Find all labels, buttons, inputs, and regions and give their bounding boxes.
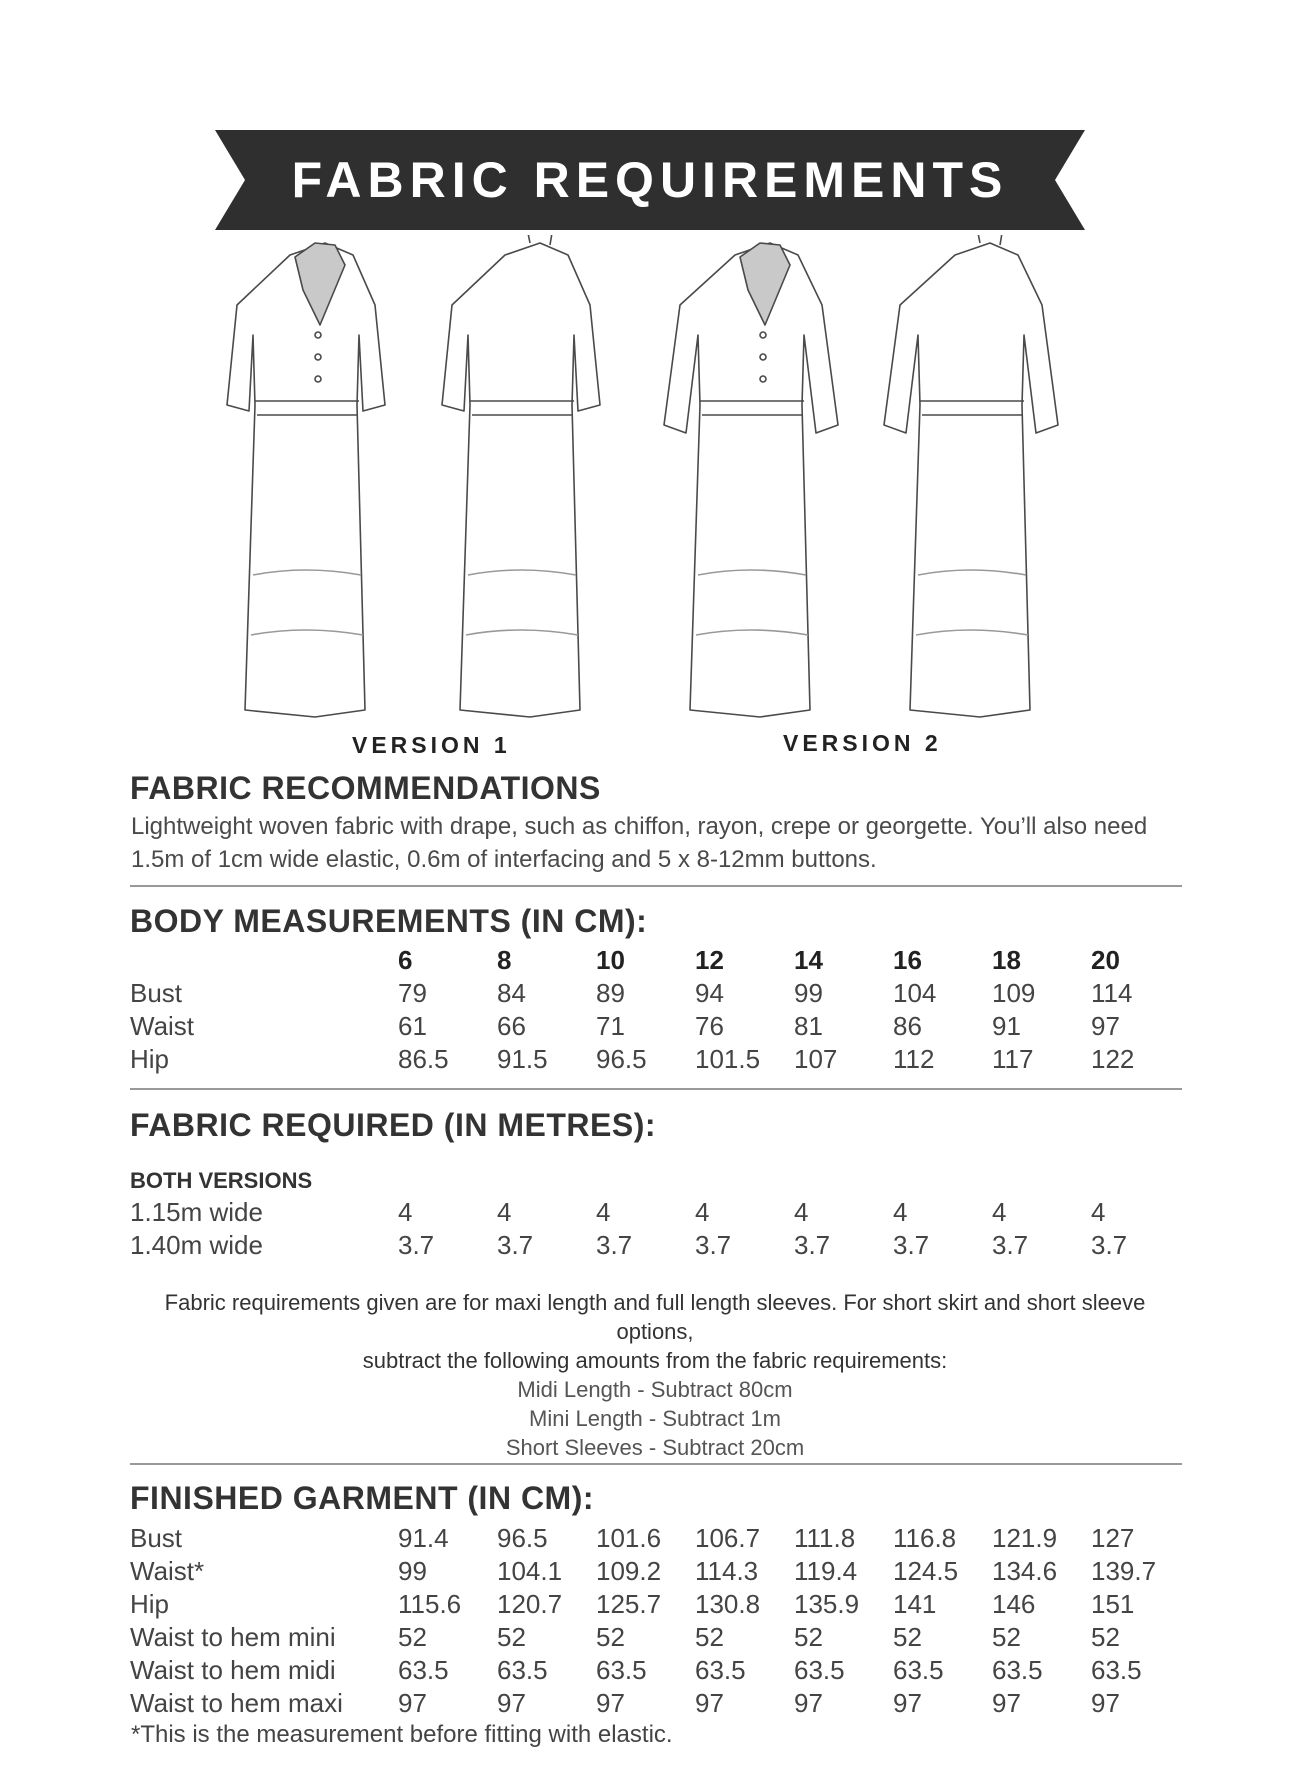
table-cell: 97 bbox=[992, 1688, 1021, 1718]
row-label: Hip bbox=[130, 1044, 170, 1074]
size-header-row bbox=[130, 944, 1190, 977]
divider bbox=[130, 1463, 1182, 1465]
table-cell: 63.5 bbox=[596, 1655, 647, 1685]
table-cell: 4 bbox=[1091, 1197, 1106, 1227]
table-row bbox=[130, 1555, 1190, 1588]
table-cell: 86 bbox=[893, 1011, 922, 1041]
dress-version1-front bbox=[227, 243, 385, 717]
row-label: Bust bbox=[130, 978, 183, 1008]
table-cell: 4 bbox=[992, 1197, 1007, 1227]
table-cell: 115.6 bbox=[398, 1589, 462, 1619]
note-line: Fabric requirements given are for maxi length and full length sleeves. For short skirt and short sleeve options, bbox=[164, 1290, 1146, 1344]
row-label: 1.15m wide bbox=[130, 1197, 263, 1227]
dress-illustrations bbox=[210, 235, 1090, 735]
table-cell: 76 bbox=[695, 1011, 724, 1041]
note-line: Short Sleeves - Subtract 20cm bbox=[505, 1435, 805, 1460]
table-cell: 97 bbox=[893, 1688, 922, 1718]
table-cell: 122 bbox=[1091, 1044, 1135, 1074]
recommendations-line-2: 1.5m of 1cm wide elastic, 0.6m of interfacing and 5 x 8-12mm buttons. bbox=[131, 846, 877, 873]
table-cell: 151 bbox=[1091, 1589, 1135, 1619]
row-label: 1.40m wide bbox=[130, 1230, 263, 1260]
table-cell: 97 bbox=[695, 1688, 724, 1718]
table-cell: 96.5 bbox=[497, 1523, 548, 1553]
table-cell: 141 bbox=[893, 1589, 937, 1619]
table-cell: 63.5 bbox=[1091, 1655, 1142, 1685]
table-cell: 97 bbox=[794, 1688, 823, 1718]
table-cell: 91 bbox=[992, 1011, 1021, 1041]
size-header: 8 bbox=[497, 945, 512, 975]
table-cell: 66 bbox=[497, 1011, 526, 1041]
table-cell: 52 bbox=[794, 1622, 823, 1652]
table-cell: 4 bbox=[497, 1197, 512, 1227]
table-cell: 114 bbox=[1091, 978, 1133, 1008]
table-cell: 104 bbox=[893, 978, 937, 1008]
fabric-required-heading: FABRIC REQUIRED (IN METRES): bbox=[130, 1107, 656, 1143]
table-cell: 63.5 bbox=[794, 1655, 845, 1685]
table-cell: 119.4 bbox=[794, 1556, 858, 1586]
title-banner bbox=[215, 130, 1085, 230]
finished-garment-table bbox=[130, 1522, 1190, 1720]
table-cell: 3.7 bbox=[794, 1230, 831, 1260]
size-header: 20 bbox=[1091, 945, 1120, 975]
table-cell: 97 bbox=[1091, 1011, 1120, 1041]
table-cell: 52 bbox=[893, 1622, 922, 1652]
table-cell: 104.1 bbox=[497, 1556, 563, 1586]
finished-garment-heading: FINISHED GARMENT (IN CM): bbox=[130, 1480, 595, 1516]
table-cell: 3.7 bbox=[398, 1230, 435, 1260]
table-cell: 109.2 bbox=[596, 1556, 662, 1586]
row-label: Waist to hem maxi bbox=[130, 1688, 343, 1718]
page-title: FABRIC REQUIREMENTS bbox=[291, 152, 1009, 208]
size-header: 12 bbox=[695, 945, 724, 975]
table-cell: 91.4 bbox=[398, 1523, 449, 1553]
note-line: Mini Length - Subtract 1m bbox=[529, 1406, 781, 1431]
table-cell: 89 bbox=[596, 978, 625, 1008]
table-cell: 63.5 bbox=[893, 1655, 944, 1685]
table-cell: 121.9 bbox=[992, 1523, 1058, 1553]
table-cell: 116.8 bbox=[893, 1523, 957, 1553]
table-cell: 3.7 bbox=[1091, 1230, 1128, 1260]
table-cell: 112 bbox=[893, 1044, 935, 1074]
table-cell: 127 bbox=[1091, 1523, 1135, 1553]
table-cell: 52 bbox=[992, 1622, 1021, 1652]
table-cell: 130.8 bbox=[695, 1589, 761, 1619]
table-cell: 4 bbox=[794, 1197, 809, 1227]
body-measurements-table bbox=[130, 944, 1190, 1076]
table-cell: 71 bbox=[596, 1011, 625, 1041]
table-cell: 3.7 bbox=[695, 1230, 732, 1260]
table-row bbox=[130, 1043, 1190, 1076]
table-cell: 63.5 bbox=[695, 1655, 746, 1685]
recommendations-heading: FABRIC RECOMMENDATIONS bbox=[130, 770, 601, 806]
note-line: subtract the following amounts from the fabric requirements: bbox=[362, 1348, 948, 1373]
size-header: 6 bbox=[398, 945, 413, 975]
body-measurements-heading: BODY MEASUREMENTS (IN CM): bbox=[130, 903, 648, 939]
divider bbox=[130, 885, 1182, 887]
table-row bbox=[130, 1010, 1190, 1043]
table-row bbox=[130, 1522, 1190, 1555]
row-label: Bust bbox=[130, 1523, 183, 1553]
size-header: 16 bbox=[893, 945, 922, 975]
table-row bbox=[130, 1654, 1190, 1687]
table-row bbox=[130, 1687, 1190, 1720]
row-label: Hip bbox=[130, 1589, 170, 1619]
version1-label: VERSION 1 bbox=[352, 732, 511, 758]
version2-label: VERSION 2 bbox=[783, 730, 942, 756]
recommendations-text bbox=[131, 810, 1181, 876]
table-cell: 3.7 bbox=[893, 1230, 930, 1260]
table-cell: 135.9 bbox=[794, 1589, 860, 1619]
table-cell: 97 bbox=[497, 1688, 526, 1718]
dress-version1-back bbox=[442, 235, 600, 717]
size-header: 14 bbox=[794, 945, 823, 975]
dress-version2-back bbox=[884, 235, 1058, 717]
row-label: Waist to hem mini bbox=[130, 1622, 336, 1652]
table-cell: 117 bbox=[992, 1044, 1034, 1074]
recommendations-line-1: Lightweight woven fabric with drape, such as chiffon, rayon, crepe or georgette. You’ll also need bbox=[131, 813, 1148, 840]
table-cell: 4 bbox=[398, 1197, 413, 1227]
table-cell: 124.5 bbox=[893, 1556, 959, 1586]
note-line: Midi Length - Subtract 80cm bbox=[517, 1377, 793, 1402]
table-cell: 52 bbox=[695, 1622, 724, 1652]
table-cell: 4 bbox=[596, 1197, 611, 1227]
table-cell: 91.5 bbox=[497, 1044, 548, 1074]
table-cell: 96.5 bbox=[596, 1044, 647, 1074]
row-label: Waist to hem midi bbox=[130, 1655, 336, 1685]
table-row bbox=[130, 977, 1190, 1010]
table-cell: 107 bbox=[794, 1044, 838, 1074]
size-header: 18 bbox=[992, 945, 1021, 975]
table-cell: 3.7 bbox=[596, 1230, 633, 1260]
row-label: Waist* bbox=[130, 1556, 205, 1586]
shortening-note bbox=[130, 1288, 1180, 1462]
table-cell: 106.7 bbox=[695, 1523, 761, 1553]
table-cell: 139.7 bbox=[1091, 1556, 1157, 1586]
table-cell: 99 bbox=[398, 1556, 427, 1586]
fabric-required-table bbox=[130, 1196, 1190, 1262]
table-cell: 109 bbox=[992, 978, 1036, 1008]
table-row bbox=[130, 1196, 1190, 1229]
table-cell: 63.5 bbox=[398, 1655, 449, 1685]
table-cell: 146 bbox=[992, 1589, 1036, 1619]
table-cell: 61 bbox=[398, 1011, 427, 1041]
table-cell: 52 bbox=[596, 1622, 625, 1652]
dress-version2-front bbox=[664, 243, 838, 717]
table-cell: 79 bbox=[398, 978, 427, 1008]
table-cell: 81 bbox=[794, 1011, 823, 1041]
table-cell: 101.5 bbox=[695, 1044, 761, 1074]
table-cell: 101.6 bbox=[596, 1523, 662, 1553]
table-cell: 97 bbox=[1091, 1688, 1120, 1718]
row-label: Waist bbox=[130, 1011, 195, 1041]
table-cell: 94 bbox=[695, 978, 724, 1008]
table-cell: 52 bbox=[398, 1622, 427, 1652]
table-cell: 52 bbox=[497, 1622, 526, 1652]
table-cell: 99 bbox=[794, 978, 823, 1008]
table-cell: 97 bbox=[398, 1688, 427, 1718]
size-header: 10 bbox=[596, 945, 625, 975]
table-row bbox=[130, 1229, 1190, 1262]
table-cell: 120.7 bbox=[497, 1589, 563, 1619]
table-cell: 3.7 bbox=[992, 1230, 1029, 1260]
table-row bbox=[130, 1621, 1190, 1654]
divider bbox=[130, 1088, 1182, 1090]
table-cell: 86.5 bbox=[398, 1044, 449, 1074]
both-versions-subheading: BOTH VERSIONS bbox=[130, 1168, 313, 1193]
table-cell: 114.3 bbox=[695, 1556, 759, 1586]
table-cell: 4 bbox=[695, 1197, 710, 1227]
table-row bbox=[130, 1588, 1190, 1621]
table-cell: 134.6 bbox=[992, 1556, 1058, 1586]
table-cell: 84 bbox=[497, 978, 526, 1008]
waist-footnote: *This is the measurement before fitting with elastic. bbox=[131, 1721, 673, 1748]
table-cell: 52 bbox=[1091, 1622, 1120, 1652]
table-cell: 3.7 bbox=[497, 1230, 534, 1260]
table-cell: 63.5 bbox=[992, 1655, 1043, 1685]
table-cell: 125.7 bbox=[596, 1589, 662, 1619]
table-cell: 111.8 bbox=[794, 1523, 856, 1553]
table-cell: 63.5 bbox=[497, 1655, 548, 1685]
table-cell: 4 bbox=[893, 1197, 908, 1227]
table-cell: 97 bbox=[596, 1688, 625, 1718]
